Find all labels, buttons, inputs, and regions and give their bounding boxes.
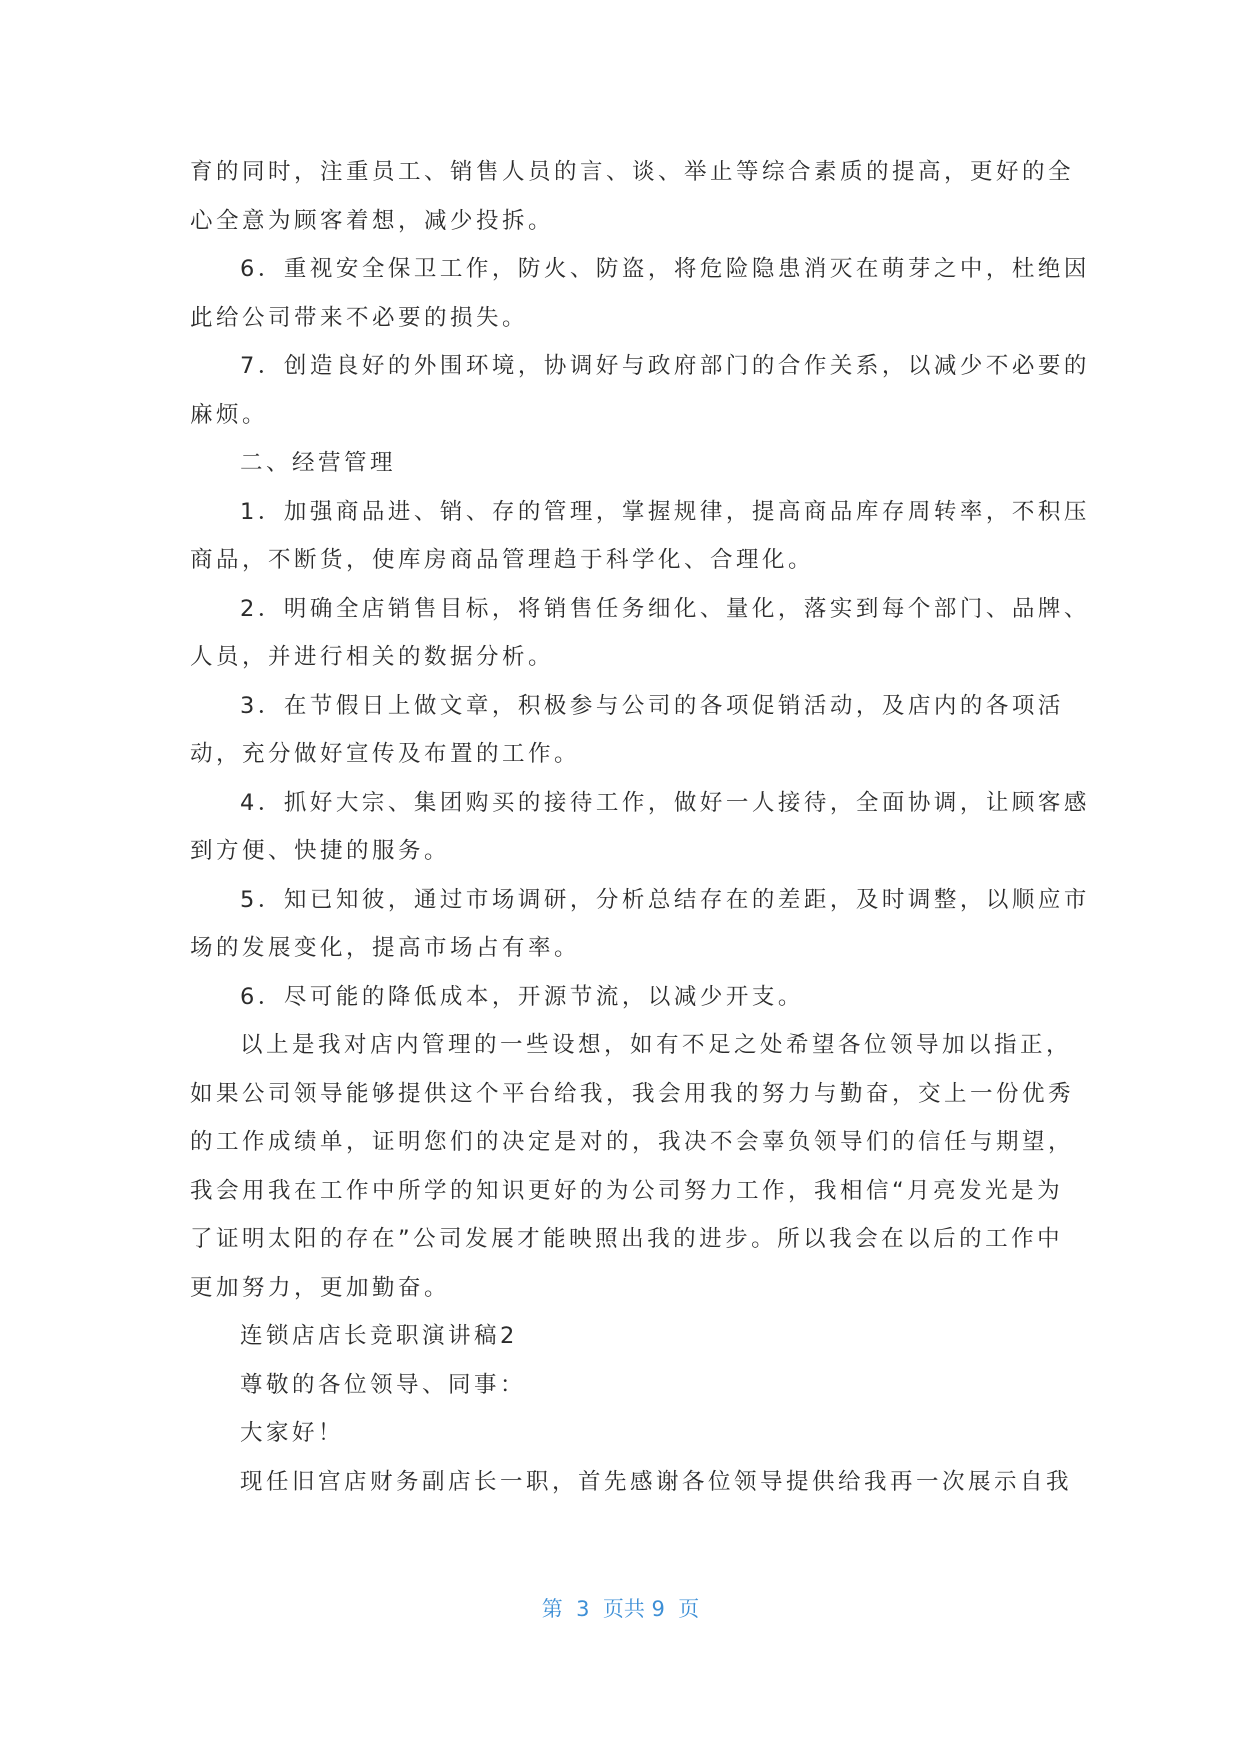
text-line: 商品，不断货，使库房商品管理趋于科学化、合理化。 bbox=[190, 547, 815, 573]
text-line: 二、经营管理 bbox=[240, 450, 397, 476]
text-line: 场的发展变化，提高市场占有率。 bbox=[190, 935, 581, 961]
text-line: 2．明确全店销售目标，将销售任务细化、量化，落实到每个部门、品牌、 bbox=[240, 595, 1090, 622]
text-line: 更加努力，更加勤奋。 bbox=[190, 1274, 451, 1301]
text-line: 我会用我在工作中所学的知识更好的为公司努力工作，我相信“月亮发光是为 bbox=[190, 1177, 1064, 1204]
text-line: 现任旧宫店财务副店长一职，首先感谢各位领导提供给我再一次展示自我 bbox=[240, 1468, 1073, 1495]
text-line: 心全意为顾客着想，减少投拆。 bbox=[190, 207, 555, 234]
text-line: 4．抓好大宗、集团购买的接待工作，做好一人接待，全面协调，让顾客感 bbox=[240, 789, 1090, 816]
text-line: 此给公司带来不必要的损失。 bbox=[190, 304, 529, 331]
page-footer: 第 3 页共 9 页 bbox=[541, 1597, 700, 1621]
document-body bbox=[190, 148, 1090, 1506]
text-line: 6．尽可能的降低成本，开源节流，以减少开支。 bbox=[240, 983, 804, 1010]
text-line: 大家好！ bbox=[240, 1420, 345, 1446]
text-line: 7．创造良好的外围环境，协调好与政府部门的合作关系，以减少不必要的 bbox=[240, 353, 1090, 379]
text-line: 人员，并进行相关的数据分析。 bbox=[190, 644, 555, 670]
text-line: 尊敬的各位领导、同事： bbox=[240, 1371, 527, 1398]
text-line: 的工作成绩单，证明您们的决定是对的，我决不会辜负领导们的信任与期望， bbox=[190, 1129, 1075, 1155]
text-line: 3．在节假日上做文章，积极参与公司的各项促销活动，及店内的各项活 bbox=[240, 692, 1064, 719]
text-line: 1．加强商品进、销、存的管理，掌握规律，提高商品库存周转率，不积压 bbox=[240, 498, 1090, 525]
text-line: 麻烦。 bbox=[190, 401, 269, 428]
text-line: 以上是我对店内管理的一些设想，如有不足之处希望各位领导加以指正， bbox=[240, 1032, 1073, 1058]
text-line: 5．知已知彼，通过市场调研，分析总结存在的差距，及时调整，以顺应市 bbox=[240, 886, 1090, 913]
text-line: 连锁店店长竞职演讲稿2 bbox=[240, 1323, 518, 1349]
text-line: 6．重视安全保卫工作，防火、防盗，将危险隐患消灭在萌芽之中，杜绝因 bbox=[240, 256, 1090, 282]
text-line: 到方便、快捷的服务。 bbox=[190, 838, 451, 864]
text-line: 如果公司领导能够提供这个平台给我，我会用我的努力与勤奋，交上一份优秀 bbox=[190, 1080, 1075, 1107]
text-line: 了证明太阳的存在”公司发展才能映照出我的进步。所以我会在以后的工作中 bbox=[190, 1226, 1064, 1252]
text-line: 育的同时，注重员工、销售人员的言、谈、举止等综合素质的提高，更好的全 bbox=[190, 159, 1075, 185]
text-line: 动，充分做好宣传及布置的工作。 bbox=[190, 741, 581, 767]
